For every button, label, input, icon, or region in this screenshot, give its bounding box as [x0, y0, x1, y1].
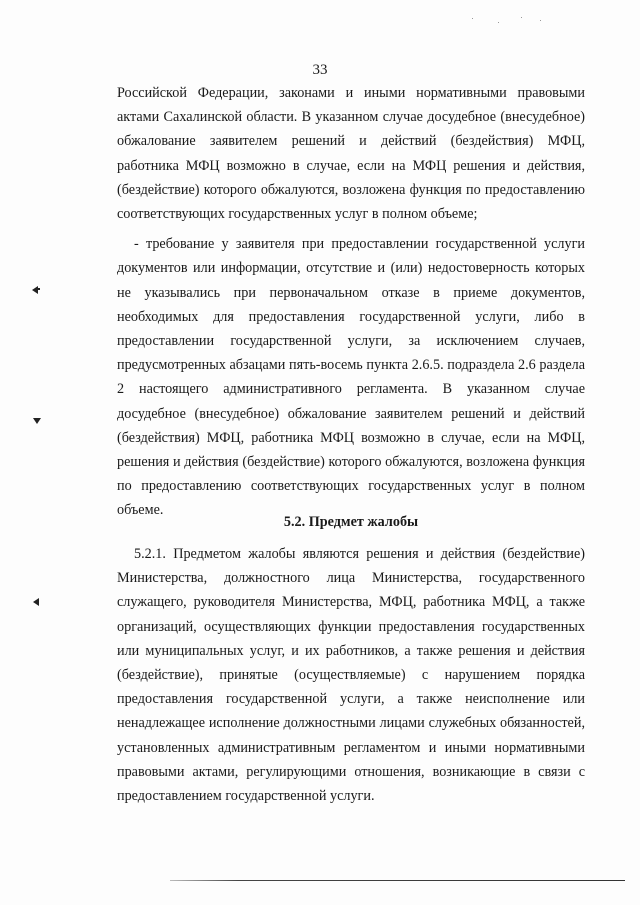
section-heading: 5.2. Предмет жалобы	[283, 514, 419, 530]
text-block-bottom	[117, 542, 585, 808]
paragraph-requirement: - требование у заявителя при предоставлении государственной услуги документов или информации, отсутствие и (или) недостоверность которых не указывались при первоначальном отказе в приеме документов, необходимых для предоставления государственной услуги, либо в предоставлении государственной услуги, за исключением случаев, предусмотренных абзацами пять-восемь пункта 2.6.5. подраздела 2.6 раздела 2 настоящего административного регламента. В указанном случае досудебное (внесудебное) обжалование заявителем решений и действий (бездействия) МФЦ, работника МФЦ возможно в случае, если на МФЦ, решения и действия (бездействие) которого обжалуются, возложена функция по предоставлению соответствующих государственных услуг в полном объеме.	[117, 236, 585, 519]
paragraph-5-2-1: 5.2.1. Предметом жалобы являются решения и действия (бездействие) Министерства, должностного лица Министерства, государственного служащего, руководителя Министерства, МФЦ, работника МФЦ, а также организаций, осуществляющих функции предоставления государственных или муниципальных услуг, и их работников, а также решения и действия (бездействие), принятые (осуществляемые) с нарушением порядка предоставления государственной услуги, а также неисполнение или ненадлежащее исполнение должностными лицами служебных обязанностей, установленных административным регламентом и иными нормативными правовыми актами, регулирующими отношения, возникающие в связи с предоставлением государственной услуги.	[117, 546, 585, 805]
margin-arrow-mark	[33, 598, 39, 606]
margin-arrow-mark	[33, 418, 41, 424]
page-number: 33	[312, 62, 328, 78]
scan-speck	[521, 17, 522, 18]
scan-speck	[498, 22, 499, 23]
scan-speck	[472, 18, 473, 19]
bottom-rule	[170, 880, 625, 881]
text-block-top	[117, 81, 585, 523]
scan-speck	[540, 20, 541, 21]
paragraph-continuation: Российской Федерации, законами и иными нормативными правовыми актами Сахалинской области. В указанном случае досудебное (внесудебное) обжалование заявителем решений и действий (бездействия) МФЦ, работника МФЦ возможно в случае, если на МФЦ решения и действия, (бездействие) которого обжалуются, возложена функция по предоставлению соответствующих государственных услуг в полном объеме;	[117, 85, 585, 223]
margin-arrow-mark	[32, 286, 38, 294]
